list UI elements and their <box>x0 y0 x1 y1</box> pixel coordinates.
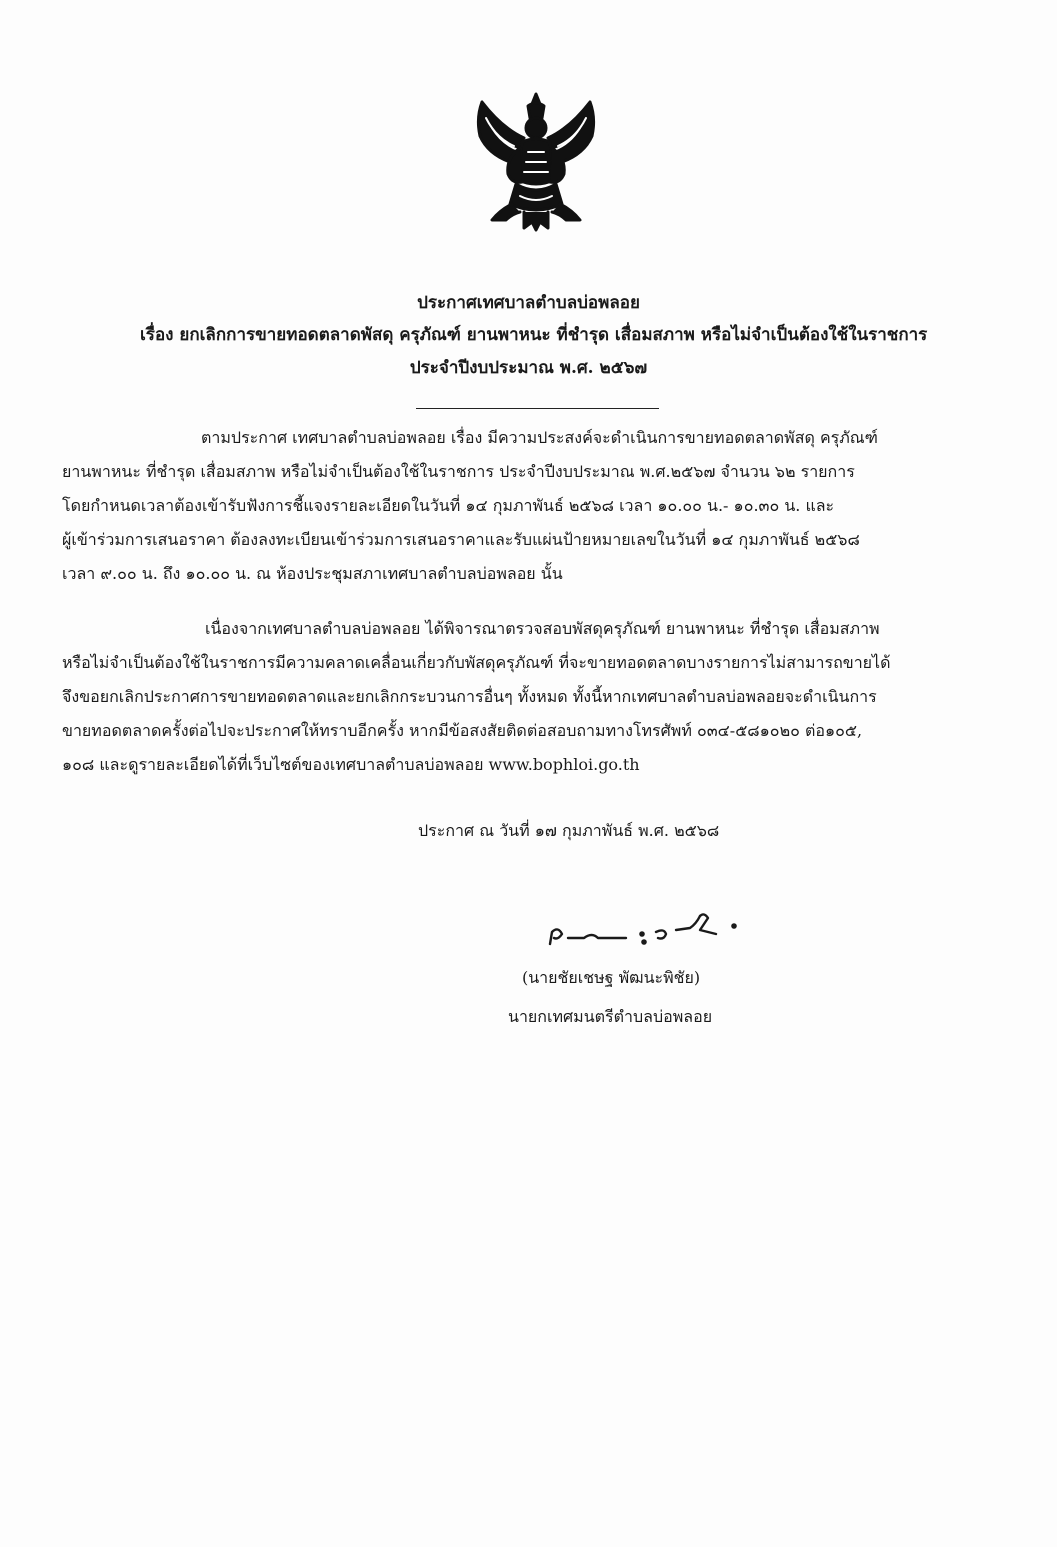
signatory-name: (นายชัยเชษฐ พัฒนะพิชัย) <box>522 968 701 987</box>
title-divider <box>416 408 659 409</box>
signatory-position: นายกเทศมนตรีตำบลบ่อพลอย <box>508 1007 713 1026</box>
fiscal-year: ประจำปีงบประมาณ พ.ศ. ๒๕๖๗ <box>409 358 648 378</box>
announcement-date: ประกาศ ณ วันที่ ๑๗ กุมภาพันธ์ พ.ศ. ๒๕๖๘ <box>418 821 720 840</box>
paragraph1-line: ยานพาหนะ ที่ชำรุด เสื่อมสภาพ หรือไม่จำเป็นต้องใช้ในราชการ ประจำปีงบประมาณ พ.ศ.๒๕๖๗ จำนวน ๖๒ รายการ <box>62 462 855 481</box>
paragraph1-line: เวลา ๙.๐๐ น. ถึง ๑๐.๐๐ น. ณ ห้องประชุมสภาเทศบาลตำบลบ่อพลอย นั้น <box>62 564 563 583</box>
handwritten-signature-icon <box>540 904 750 954</box>
paragraph1-line: ตามประกาศ เทศบาลตำบลบ่อพลอย เรื่อง มีความประสงค์จะดำเนินการขายทอดตลาดพัสดุ ครุภัณฑ์ <box>201 428 878 447</box>
paragraph2-line: ขายทอดตลาดครั้งต่อไปจะประกาศให้ทราบอีกครั้ง หากมีข้อสงสัยติดต่อสอบถามทางโทรศัพท์ ๐๓๔-๕๘๑๐๒๐ ต่อ๑๐๕, <box>62 721 863 740</box>
paragraph2-line: จึงขอยกเลิกประกาศการขายทอดตลาดและยกเลิกกระบวนการอื่นๆ ทั้งหมด ทั้งนี้หากเทศบาลตำบลบ่อพลอยจะดำเนินการ <box>62 687 877 706</box>
garuda-emblem-icon <box>462 88 610 238</box>
paragraph1-line: ผู้เข้าร่วมการเสนอราคา ต้องลงทะเบียนเข้าร่วมการเสนอราคาและรับแผ่นป้ายหมายเลขในวันที่ ๑๔ กุมภาพันธ์ ๒๕๖๘ <box>62 530 860 549</box>
paragraph2-line: เนื่องจากเทศบาลตำบลบ่อพลอย ได้พิจารณาตรวจสอบพัสดุครุภัณฑ์ ยานพาหนะ ที่ชำรุด เสื่อมสภาพ <box>205 619 880 638</box>
paragraph2-line: ๑๐๘ และดูรายละเอียดได้ที่เว็บไซต์ของเทศบาลตำบลบ่อพลอย www.bophloi.go.th <box>62 755 640 774</box>
announcement-subject: เรื่อง ยกเลิกการขายทอดตลาดพัสดุ ครุภัณฑ์ ยานพาหนะ ที่ชำรุด เสื่อมสภาพ หรือไม่จำเป็นต้องใช้ในราชการ <box>140 325 928 345</box>
paragraph2-line: หรือไม่จำเป็นต้องใช้ในราชการมีความคลาดเคลื่อนเกี่ยวกับพัสดุครุภัณฑ์ ที่จะขายทอดตลาดบางรายการไม่สามารถขายได้ <box>62 653 891 672</box>
paragraph1-line: โดยกำหนดเวลาต้องเข้ารับฟังการชี้แจงรายละเอียดในวันที่ ๑๔ กุมภาพันธ์ ๒๕๖๘ เวลา ๑๐.๐๐ น.- ๑๐.๓๐ น. และ <box>62 496 835 515</box>
announcement-title: ประกาศเทศบาลตำบลบ่อพลอย <box>417 293 640 313</box>
